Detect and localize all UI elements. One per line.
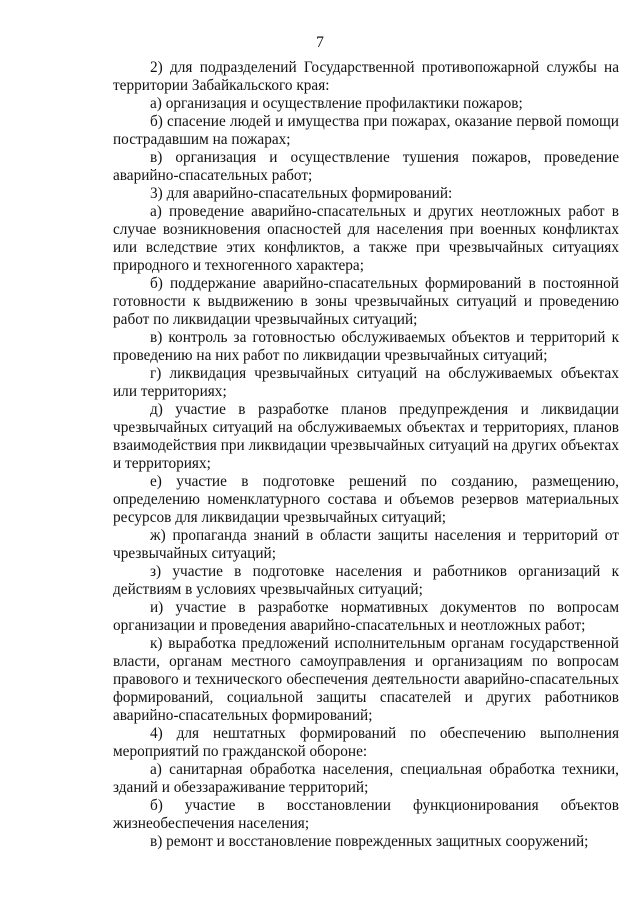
page-number: 7 <box>316 34 324 51</box>
paragraph: в) организация и осуществление тушения пожаров, проведение аварийно-спасательных работ; <box>113 149 619 184</box>
paragraph: а) проведение аварийно-спасательных и других неотложных работ в случае возникновения опасностей для населения при военных конфликтах или вследствие этих конфликтов, а также при чрезвычайных ситуациях природного и техногенного характера; <box>113 203 619 274</box>
paragraph: и) участие в разработке нормативных документов по вопросам организации и проведения аварийно-спасательных и неотложных работ; <box>113 599 619 634</box>
paragraph: к) выработка предложений исполнительным органам государственной власти, органам местного самоуправления и организациям по вопросам правового и технического обеспечения деятельности аварийно-спасательных формирований, социальной защиты спасателей и других работников аварийно-спасательных формирований; <box>113 635 619 724</box>
paragraph: е) участие в подготовке решений по созданию, размещению, определению номенклатурного состава и объемов резервов материальных ресурсов для ликвидации чрезвычайных ситуаций; <box>113 473 619 526</box>
paragraph: б) участие в восстановлении функционирования объектов жизнеобеспечения населения; <box>113 797 619 832</box>
paragraph: 2) для подразделений Государственной противопожарной службы на территории Забайкальского края: <box>113 59 619 94</box>
paragraph: г) ликвидация чрезвычайных ситуаций на обслуживаемых объектах или территориях; <box>113 365 619 400</box>
paragraph: б) поддержание аварийно-спасательных формирований в постоянной готовности к выдвижению в зоны чрезвычайных ситуаций и проведению работ по ликвидации чрезвычайных ситуаций; <box>113 275 619 328</box>
document-body <box>113 59 619 851</box>
paragraph: а) санитарная обработка населения, специальная обработка техники, зданий и обеззараживание территорий; <box>113 761 619 796</box>
paragraph: в) контроль за готовностью обслуживаемых объектов и территорий к проведению на них работ по ликвидации чрезвычайных ситуаций; <box>113 329 619 364</box>
paragraph: а) организация и осуществление профилактики пожаров; <box>150 95 523 112</box>
paragraph: ж) пропаганда знаний в области защиты населения и территорий от чрезвычайных ситуаций; <box>113 527 619 562</box>
paragraph: в) ремонт и восстановление поврежденных защитных сооружений; <box>150 833 589 850</box>
paragraph: б) спасение людей и имущества при пожарах, оказание первой помощи пострадавшим на пожарах; <box>113 113 619 148</box>
paragraph: д) участие в разработке планов предупреждения и ликвидации чрезвычайных ситуаций на обслуживаемых объектах и территориях, планов взаимодействия при ликвидации чрезвычайных ситуаций на других объектах и территориях; <box>113 401 619 472</box>
paragraph: 3) для аварийно-спасательных формирований: <box>150 185 453 202</box>
paragraph: 4) для нештатных формирований по обеспечению выполнения мероприятий по гражданской обороне: <box>113 725 619 760</box>
paragraph: з) участие в подготовке населения и работников организаций к действиям в условиях чрезвычайных ситуаций; <box>113 563 619 598</box>
